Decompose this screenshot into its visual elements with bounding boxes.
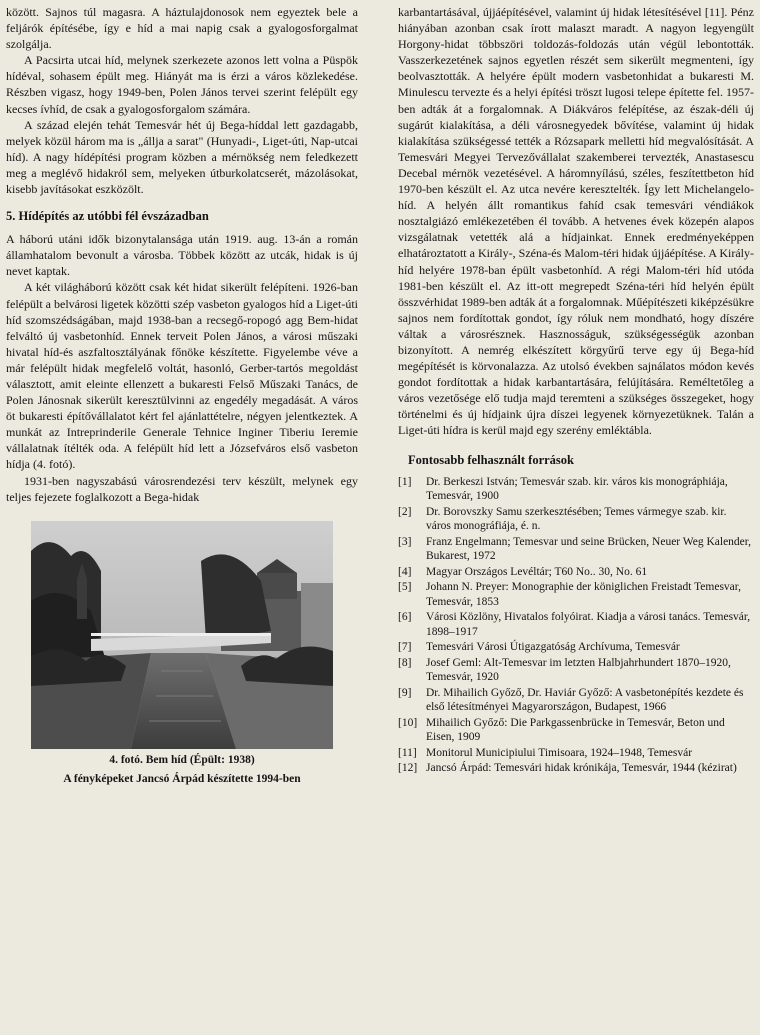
reference-text: Dr. Borovszky Samu szerkesztésében; Temes vármegye szab. kir. város monográfiája, é. n. — [426, 505, 727, 533]
reference-text: Temesvári Városi Útigazgatóság Archívuma, Temesvár — [426, 641, 680, 654]
reference-item — [398, 746, 754, 761]
reference-number: [5] — [398, 581, 412, 594]
reference-text: Városi Közlöny, Hivatalos folyóirat. Kiadja a városi tanács. Temesvár, 1898–1917 — [426, 611, 751, 638]
reference-item — [398, 761, 754, 776]
reference-text: Franz Engelmann; Temesvar und seine Brücken, Neuer Weg Kalender, Bukarest, 1972 — [426, 535, 752, 563]
reference-item — [398, 656, 754, 685]
reference-item — [398, 640, 754, 655]
reference-number: [11] — [398, 746, 417, 759]
paragraph: A Pacsirta utcai híd, melynek szerkezete azonos lett volna a Püspök hídéval, sohasem épült meg. Hiányát ma is érzi a város közlekedése. Részben vigasz, hogy 1949-ben, Polen János tervei szerint felépült egy kecses ívhíd, de csak a gyalogosforgalom számára. — [6, 53, 358, 116]
reference-text: Monitorul Municipiului Timisoara, 1924–1948, Temesvár — [426, 746, 693, 759]
reference-number: [1] — [398, 475, 412, 488]
reference-text: Johann N. Preyer: Monographie der königlichen Freistadt Temesvar, Temesvár, 1853 — [426, 581, 742, 608]
reference-item — [398, 610, 754, 639]
reference-item — [398, 475, 754, 504]
reference-text: Jancsó Árpád: Temesvári hidak krónikája, Temesvár, 1944 (kézirat) — [426, 762, 737, 775]
paragraph: karbantartásával, újjáépítésével, valamint új hidak létesítésével [11]. Pénz hiányában azonban csak írott malaszt maradt. A nagyon legyengült Horgony-hidat többszöri toldozás-foldozás után végül lebontották. Vasszerkezetének sajnos egyetlen részét sem sikerült megmenteni, így beolvasztották. A helyére épült modern vasbetonhidat a bukaresti M. Minulescu tervezte és a helyi építési tröszt lugosi telepe építette fel. 1957-ben adták át a forgalomnak. A Diákváros felépítése, az észak-déli új sugárút kialakítása, a déli városnegyedek bővítése, valamint új hidak kialakítása szükségessé tették a Rózsapark melletti híd megvalósítását. A Temesvári Megyei Tervezővállalat szakemberei tervezték, Anastasescu Decebal mérnök vezetésével. A háromnyílású, széles, feszítettbeton híd 1970-ben készült el. Az utca nevére keresztelték. Így lett Michelangelo-híd. A helyén állt romantikus fahíd csak temesvári véndiákok nosztalgiázó emlékezetében él tovább. A hetvenes évek közepén alapos vizsgálatnak vetették alá a hídjainkat. Ennek eredményeképpen elhatároztatott a Király-, Széna-és Malom-téri hidak újjáépítése. A Király-híd helyére 1978-ban épült vasbetonhíd. A régi Malom-téri híd utóda 1981-ben készült el. Az itt-ott megrepedt Széna-téri híd helyén épült összvérhidat 1989-ben adták át a forgalomnak. Műépítészeti kiképzésükre sajnos nem fordítottak gondot, így róluk nem mondható, hogy díszére váltak a városrésznek. Hasznosságuk, szükségességük azonban bizonyított. A nemrég elkészített körgyűrű terve egy új Bega-híd megépítését is körvonalazza. Az utolsó években sajnálatos módon kevés gondot fordítottak a hidak karbantartására, felújítására. Reméltetőleg a város vezetősége elő tudja majd teremteni a szükséges összegeket, hogy történelmi és új hídjaink újra díszei legyenek környezetüknek. Talán a Liget-úti hídra is kerül majd egy szerény emléktábla. — [398, 5, 754, 438]
reference-number: [10] — [398, 716, 418, 729]
reference-list — [398, 475, 754, 776]
right-column — [398, 4, 754, 777]
reference-text: Dr. Mihailich Győző, Dr. Haviár Győző: A vasbetonépítés kezdete és első létesítményei Magyarországon, Budapest, 1966 — [426, 686, 744, 714]
paragraph: között. Sajnos túl magasra. A háztulajdonosok nem egyeztek bele a feljárók építésébe, így e híd a mai napig csak a gyalogosforgalmat szolgálja. — [6, 5, 358, 52]
reference-number: [12] — [398, 762, 418, 775]
paragraph: A két világháború között csak két hidat sikerült felépíteni. 1926-ban felépült a belvárosi ligetek közötti szép vasbeton gyalogos híd a Liget-úti híd szomszédságában, majd 1938-ban a recsegő-ropogó agg Bem-hidat felváltó új vasbetonhíd. Ennek terveit Polen János, a városi műszaki hivatal híd-és aszfaltosztályának főnöke készítette. Figyelembe véve a már felépült hidak megfelelő voltát, hasonló, Gerber-tartós megoldást választott, amit eleinte ellenzett a bukaresti Felső Műszaki Tanács, de Polen Jánosnak sikerült keresztülvinni az engedély megadását. A város öt bukaresti építővállalatot kért fel ajánlattételre, négyen jelentkeztek. A munkát az Intreprinderile Generale Tehnice Inginer Tiberiu Ieremie vállalatnak ítélték oda. A felépült híd lett a Józsefváros első vasbeton hídja (4. fotó). — [6, 280, 358, 472]
paragraph: A háború utáni idők bizonytalansága után 1919. aug. 13-án a román államhatalom bevonult a városba. Többek között az utcák, hidak is új nevet kaptak. — [6, 232, 358, 279]
reference-number: [8] — [398, 656, 412, 669]
left-column — [6, 4, 358, 787]
reference-text: Josef Geml: Alt-Temesvar im letzten Halbjahrhundert 1870–1920, Temesvár, 1920 — [426, 656, 731, 684]
reference-number: [4] — [398, 565, 412, 578]
reference-number: [2] — [398, 505, 412, 518]
reference-number: [3] — [398, 535, 412, 548]
reference-text: Mihailich Győző: Die Parkgassenbrücke in Temesvár, Beton und Eisen, 1909 — [426, 716, 725, 744]
photo-caption-credit: A fényképeket Jancsó Árpád készítette 1994-ben — [63, 772, 301, 785]
section-heading: 5. Hídépítés az utóbbi fél évszázadban — [6, 209, 209, 224]
reference-item — [398, 686, 754, 715]
reference-item — [398, 716, 754, 745]
reference-item — [398, 565, 754, 580]
sources-heading: Fontosabb felhasznált források — [408, 452, 574, 467]
photo-figure — [6, 521, 358, 787]
reference-number: [7] — [398, 641, 412, 654]
reference-number: [9] — [398, 686, 412, 699]
paragraph: 1931-ben nagyszabású városrendezési terv készült, melynek egy teljes fejezete foglalkozott a Bega-hidak — [6, 473, 358, 504]
reference-item — [398, 580, 754, 609]
paragraph: A század elején tehát Temesvár hét új Bega-híddal lett gazdagabb, melyek közül három ma is „állja a sarat" (Hunyadi-, Liget-úti, Nap-utcai híd). A nagy hídépítési program közben a mérnökség nem feledkezett meg a meglévő hidakról sem, melyeken útburkolatcserét, mázolásokat, kisebb javításokat eszközölt. — [6, 117, 358, 197]
reference-item — [398, 505, 754, 534]
reference-number: [6] — [398, 611, 412, 624]
reference-text: Dr. Berkeszi István; Temesvár szab. kir. város kis monográphiája, Temesvár, 1900 — [426, 475, 728, 503]
reference-item — [398, 535, 754, 564]
reference-text: Magyar Országos Levéltár; T60 No.. 30, No. 61 — [426, 565, 648, 578]
photo-caption-title: 4. fotó. Bem híd (Épült: 1938) — [109, 753, 255, 766]
bem-bridge-photo — [31, 521, 333, 749]
